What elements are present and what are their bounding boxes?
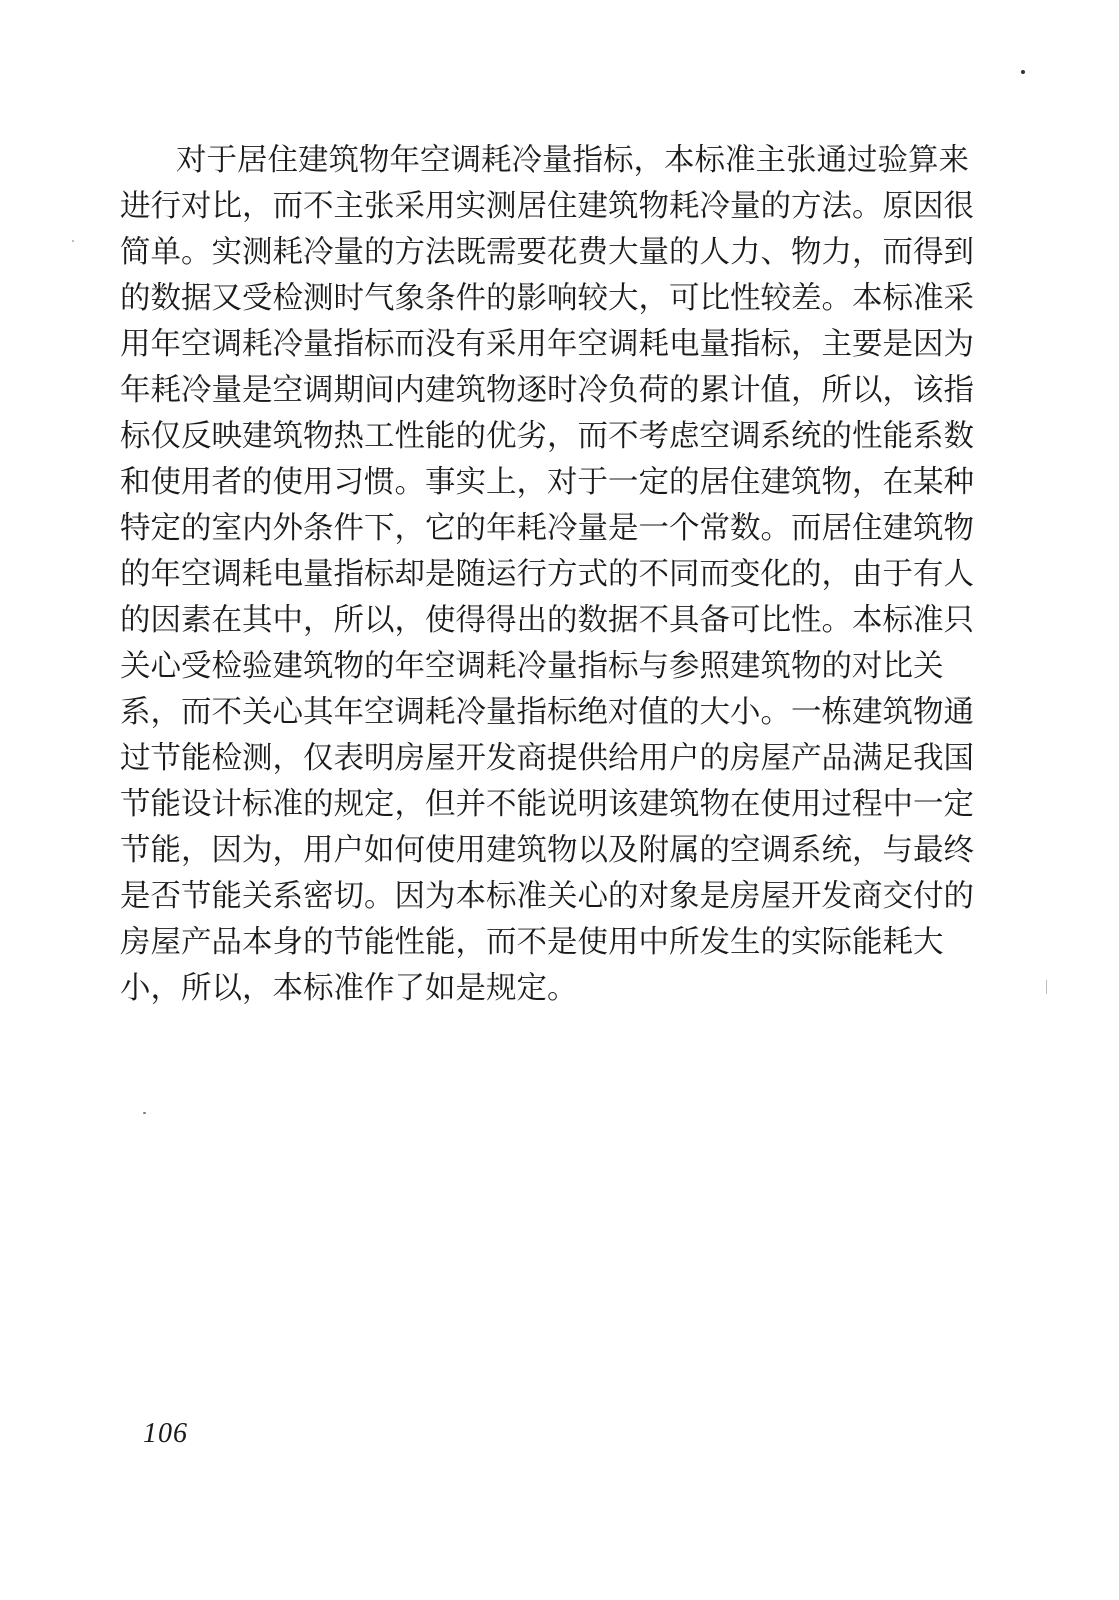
paragraph-line: 节能，因为，用户如何使用建筑物以及附属的空调系统，与最终 [120, 833, 974, 868]
page-number: 106 [143, 1418, 188, 1449]
paragraph-line: 的数据又受检测时气象条件的影响较大，可比性较差。本标准采 [120, 281, 974, 316]
paragraph-line: 简单。实测耗冷量的方法既需要花费大量的人力、物力，而得到 [120, 235, 974, 270]
paragraph-line: 的因素在其中，所以，使得得出的数据不具备可比性。本标准只 [120, 603, 974, 638]
paragraph-line: 关心受检验建筑物的年空调耗冷量指标与参照建筑物的对比关 [120, 649, 944, 684]
paragraph-line: 是否节能关系密切。因为本标准关心的对象是房屋开发商交付的 [120, 879, 974, 914]
paragraph-line: 房屋产品本身的节能性能，而不是使用中所发生的实际能耗大 [120, 925, 944, 960]
scan-speck [1046, 980, 1047, 994]
paragraph-line: 特定的室内外条件下，它的年耗冷量是一个常数。而居住建筑物 [120, 511, 974, 546]
paragraph-line: 标仅反映建筑物热工性能的优劣，而不考虑空调系统的性能系数 [120, 419, 974, 454]
paragraph-line: 节能设计标准的规定，但并不能说明该建筑物在使用过程中一定 [120, 787, 974, 822]
paragraph-line: 和使用者的使用习惯。事实上，对于一定的居住建筑物，在某种 [120, 465, 974, 500]
paragraph-line: 的年空调耗电量指标却是随运行方式的不同而变化的，由于有人 [120, 557, 974, 592]
paragraph-line: 过节能检测，仅表明房屋开发商提供给用户的房屋产品满足我国 [120, 741, 974, 776]
scan-speck [72, 240, 74, 242]
paragraph-line: 系，而不关心其年空调耗冷量指标绝对值的大小。一栋建筑物通 [120, 695, 974, 730]
paragraph-line: 小，所以，本标准作了如是规定。 [120, 971, 578, 1006]
scan-speck [1021, 70, 1025, 74]
paragraph-line: 对于居住建筑物年空调耗冷量指标，本标准主张通过验算来 [176, 143, 969, 178]
scan-speck [143, 1112, 146, 1114]
paragraph-line: 用年空调耗冷量指标而没有采用年空调耗电量指标，主要是因为 [120, 327, 974, 362]
body-paragraph [120, 138, 974, 1012]
paragraph-line: 进行对比，而不主张采用实测居住建筑物耗冷量的方法。原因很 [120, 189, 974, 224]
paragraph-line: 年耗冷量是空调期间内建筑物逐时冷负荷的累计值，所以，该指 [120, 373, 974, 408]
